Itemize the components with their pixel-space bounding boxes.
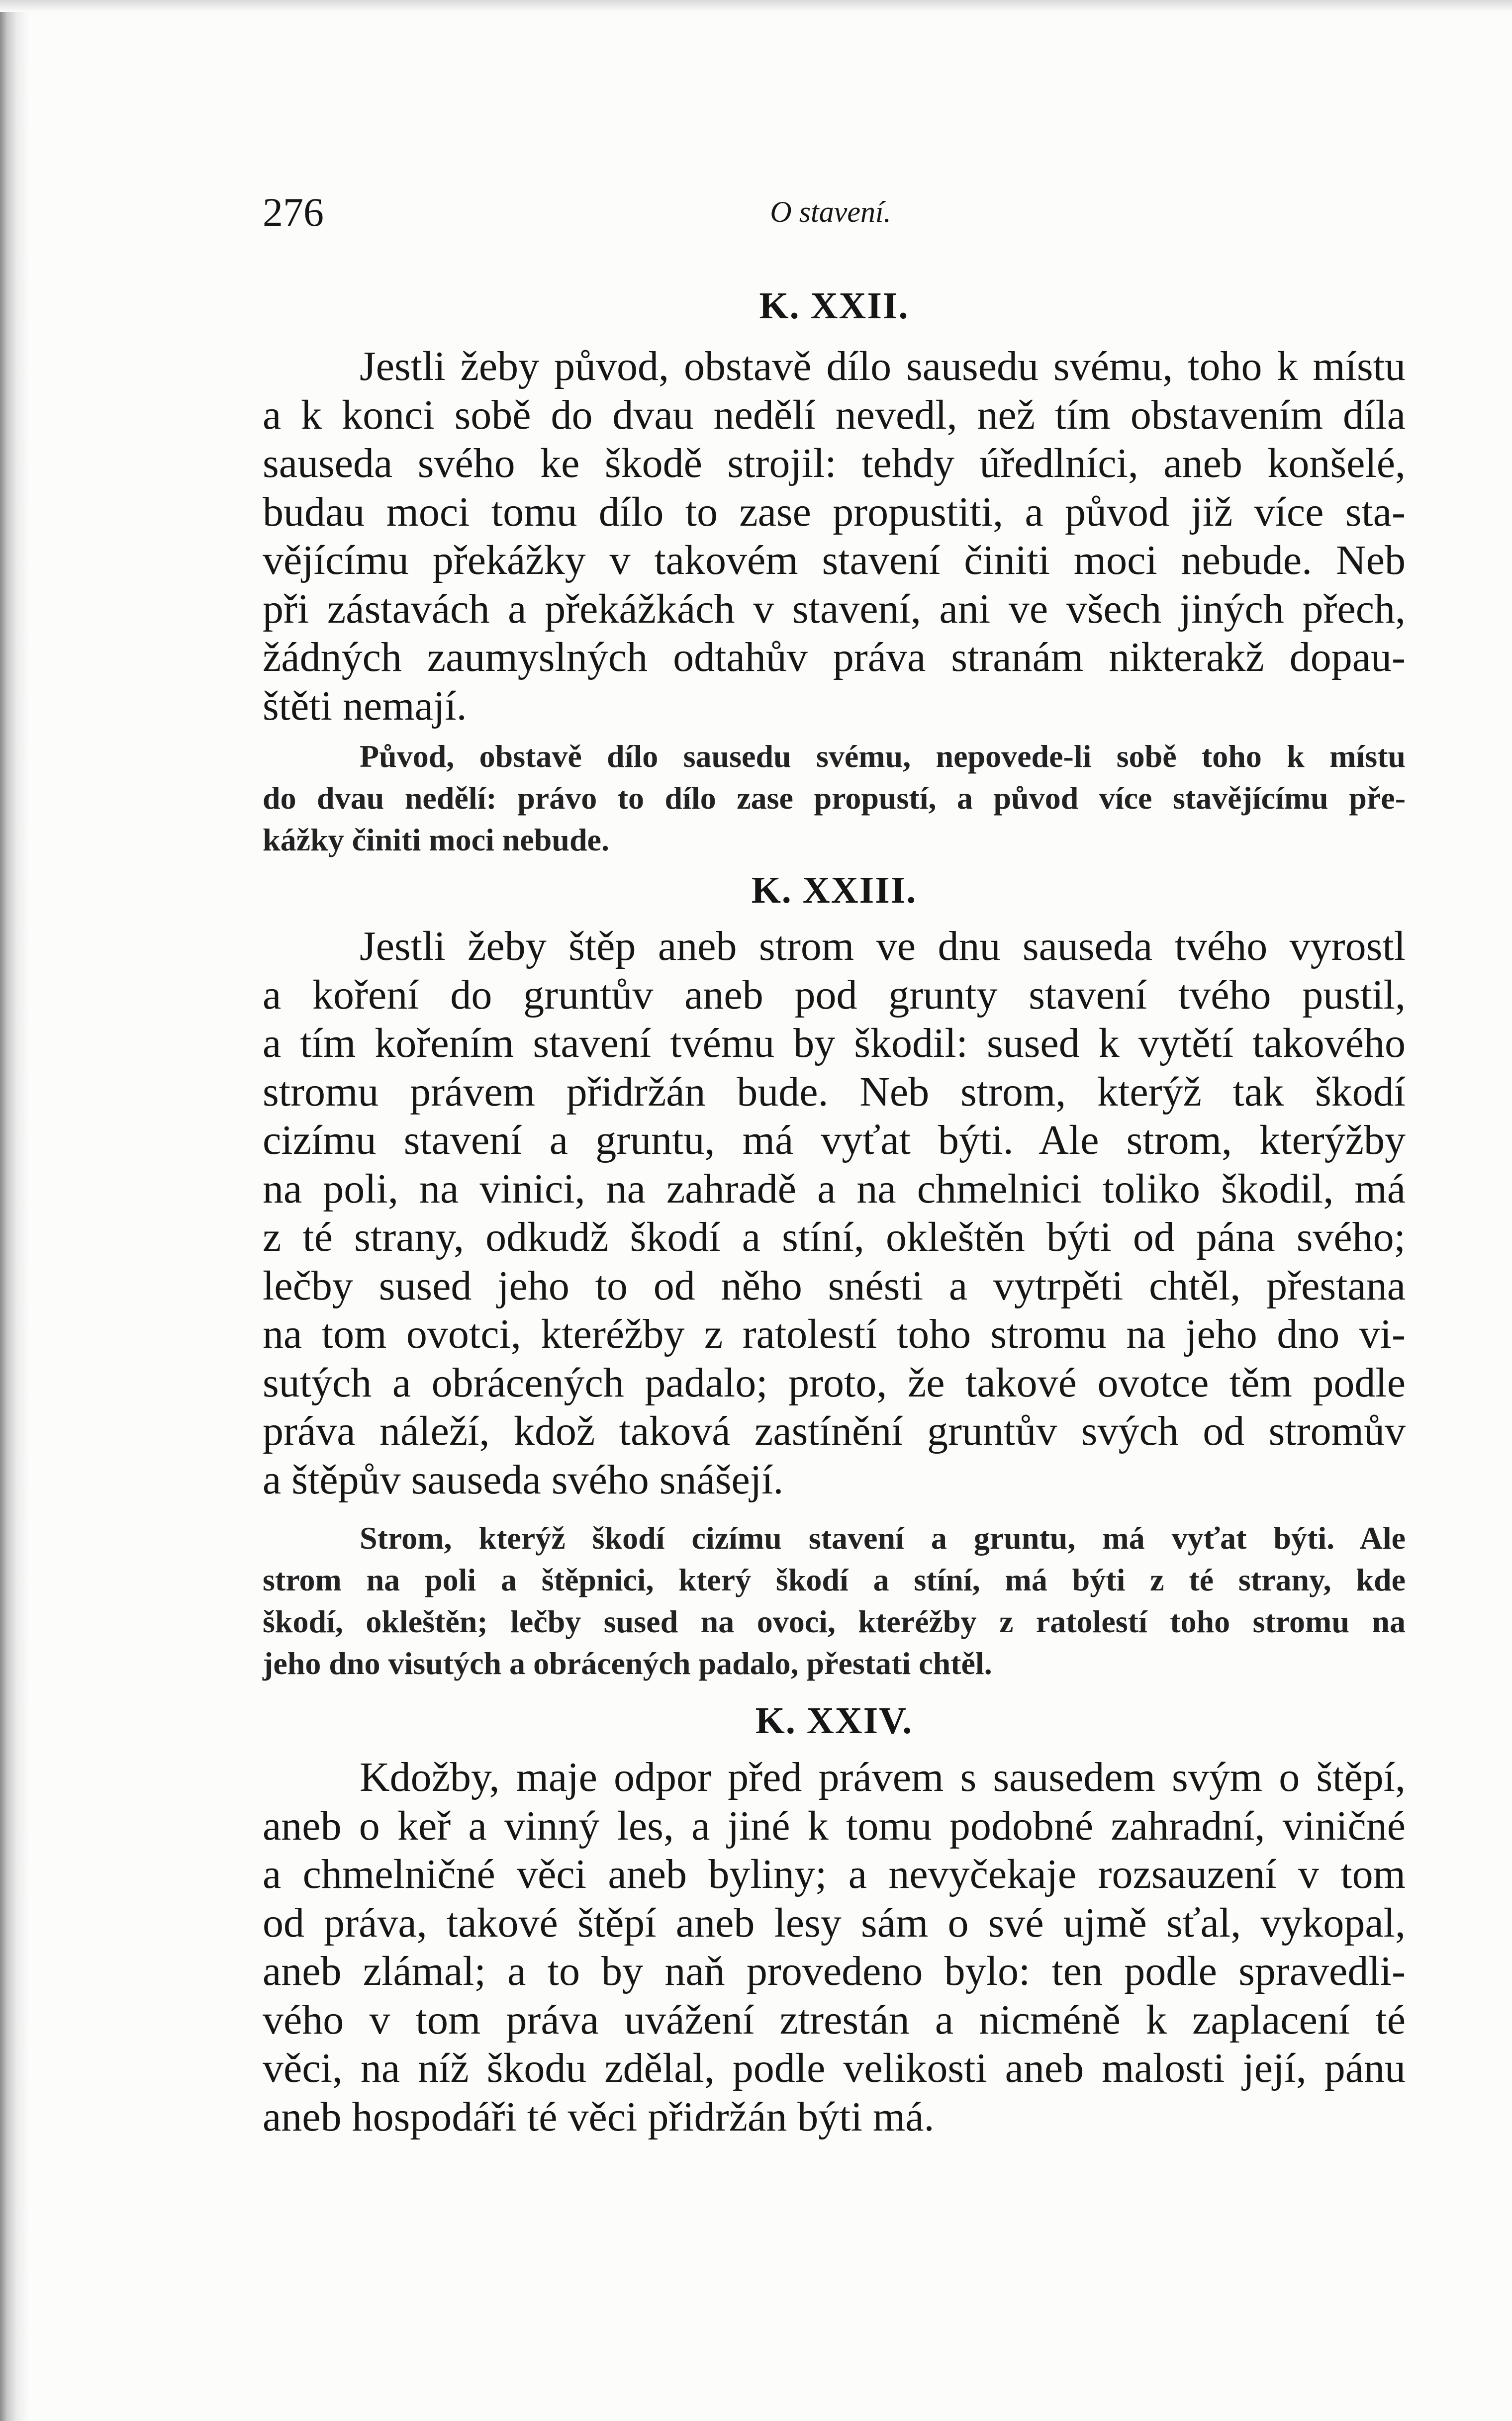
section-xxiii-paragraph xyxy=(263,922,1406,1504)
text-line: vého v tom práva uvážení ztrestán a nicméně k zaplacení té xyxy=(263,1996,1406,2043)
scan-top-edge xyxy=(0,0,1512,12)
note-line: Strom, kterýž škodí cizímu stavení a gruntu, má vyťat býti. Ale xyxy=(360,1520,1406,1556)
section-xxii-paragraph xyxy=(263,342,1406,730)
text-line: Kdožby, maje odpor před právem s sausedem svým o štěpí, xyxy=(360,1754,1406,1800)
text-line: žádných zaumyslných odtahův práva stranám nikterakž dopau- xyxy=(263,634,1406,680)
text-line: a chmelničné věci aneb byliny; a nevyčekaje rozsauzení v tom xyxy=(263,1851,1406,1897)
note-line: škodí, okleštěn; lečby sused na ovoci, kteréžby z ratolestí toho stromu na xyxy=(263,1604,1406,1639)
text-line: na poli, na vinici, na zahradě a na chmelnici toliko škodil, má xyxy=(263,1165,1406,1212)
scan-left-edge xyxy=(0,0,30,2421)
text-line: štěti nemají. xyxy=(263,682,467,729)
section-xxii-note xyxy=(263,736,1406,861)
note-line: do dvau nedělí: právo to dílo zase propustí, a původ více stavějícímu pře- xyxy=(263,780,1406,816)
text-line: sutých a obrácených padalo; proto, že takové ovotce těm podle xyxy=(263,1359,1406,1406)
text-line: lečby sused jeho to od něho snésti a vytrpěti chtěl, přestana xyxy=(263,1262,1406,1309)
text-line: aneb zlámal; a to by naň provedeno bylo: ten podle spravedli- xyxy=(263,1948,1406,1994)
text-line: sauseda svého ke škodě strojil: tehdy úředlníci, aneb konšelé, xyxy=(263,440,1406,486)
text-line: a tím kořením stavení tvému by škodil: sused k vytětí takového xyxy=(263,1020,1406,1066)
section-heading-xxii: K. XXII. xyxy=(759,285,909,327)
note-line: kážky činiti moci nebude. xyxy=(263,822,609,857)
note-line: strom na poli a štěpnici, který škodí a stíní, má býti z té strany, kde xyxy=(263,1562,1406,1597)
text-line: při zástavách a překážkách v stavení, ani ve všech jiných přech, xyxy=(263,585,1406,632)
text-line: Jestli žeby původ, obstavě dílo sausedu svému, toho k místu xyxy=(360,343,1406,389)
section-heading-xxiii: K. XXIII. xyxy=(751,869,917,911)
section-heading-xxiv: K. XXIV. xyxy=(755,1700,913,1742)
note-line: Původ, obstavě dílo sausedu svému, nepovede-li sobě toho k místu xyxy=(360,739,1406,774)
text-line: aneb o keř a vinný les, a jiné k tomu podobné zahradní, viničné xyxy=(263,1802,1406,1849)
text-line: aneb hospodáři té věci přidržán býti má. xyxy=(263,2093,935,2140)
text-line: věci, na níž škodu zdělal, podle velikosti aneb malosti její, pánu xyxy=(263,2045,1406,2091)
text-line: Jestli žeby štěp aneb strom ve dnu sauseda tvého vyrostl xyxy=(360,923,1406,969)
text-line: stromu právem přidržán bude. Neb strom, kterýž tak škodí xyxy=(263,1068,1406,1115)
text-line: vějícímu překážky v takovém stavení činiti moci nebude. Neb xyxy=(263,537,1406,583)
note-line: jeho dno visutých a obrácených padalo, přestati chtěl. xyxy=(263,1646,992,1681)
text-line: z té strany, odkudž škodí a stíní, okleštěn býti od pána svého; xyxy=(263,1214,1406,1260)
section-xxiv-paragraph xyxy=(263,1753,1406,2141)
text-line: od práva, takové štěpí aneb lesy sám o své ujmě sťal, vykopal, xyxy=(263,1899,1406,1946)
running-title: O stavení. xyxy=(770,195,891,228)
text-line: cizímu stavení a gruntu, má vyťat býti. Ale strom, kterýžby xyxy=(263,1117,1406,1163)
page-number: 276 xyxy=(263,189,324,235)
text-line: na tom ovotci, kteréžby z ratolestí toho stromu na jeho dno vi- xyxy=(263,1311,1406,1357)
section-xxiii-note xyxy=(263,1517,1406,1684)
text-line: práva náleží, kdož taková zastínění gruntův svých od stromův xyxy=(263,1408,1406,1454)
text-line: a koření do gruntův aneb pod grunty stavení tvého pustil, xyxy=(263,971,1406,1018)
text-line: a štěpův sauseda svého snášejí. xyxy=(263,1456,784,1503)
text-line: a k konci sobě do dvau nedělí nevedl, než tím obstavením díla xyxy=(263,391,1406,438)
text-line: budau moci tomu dílo to zase propustiti, a původ již více sta- xyxy=(263,488,1406,535)
